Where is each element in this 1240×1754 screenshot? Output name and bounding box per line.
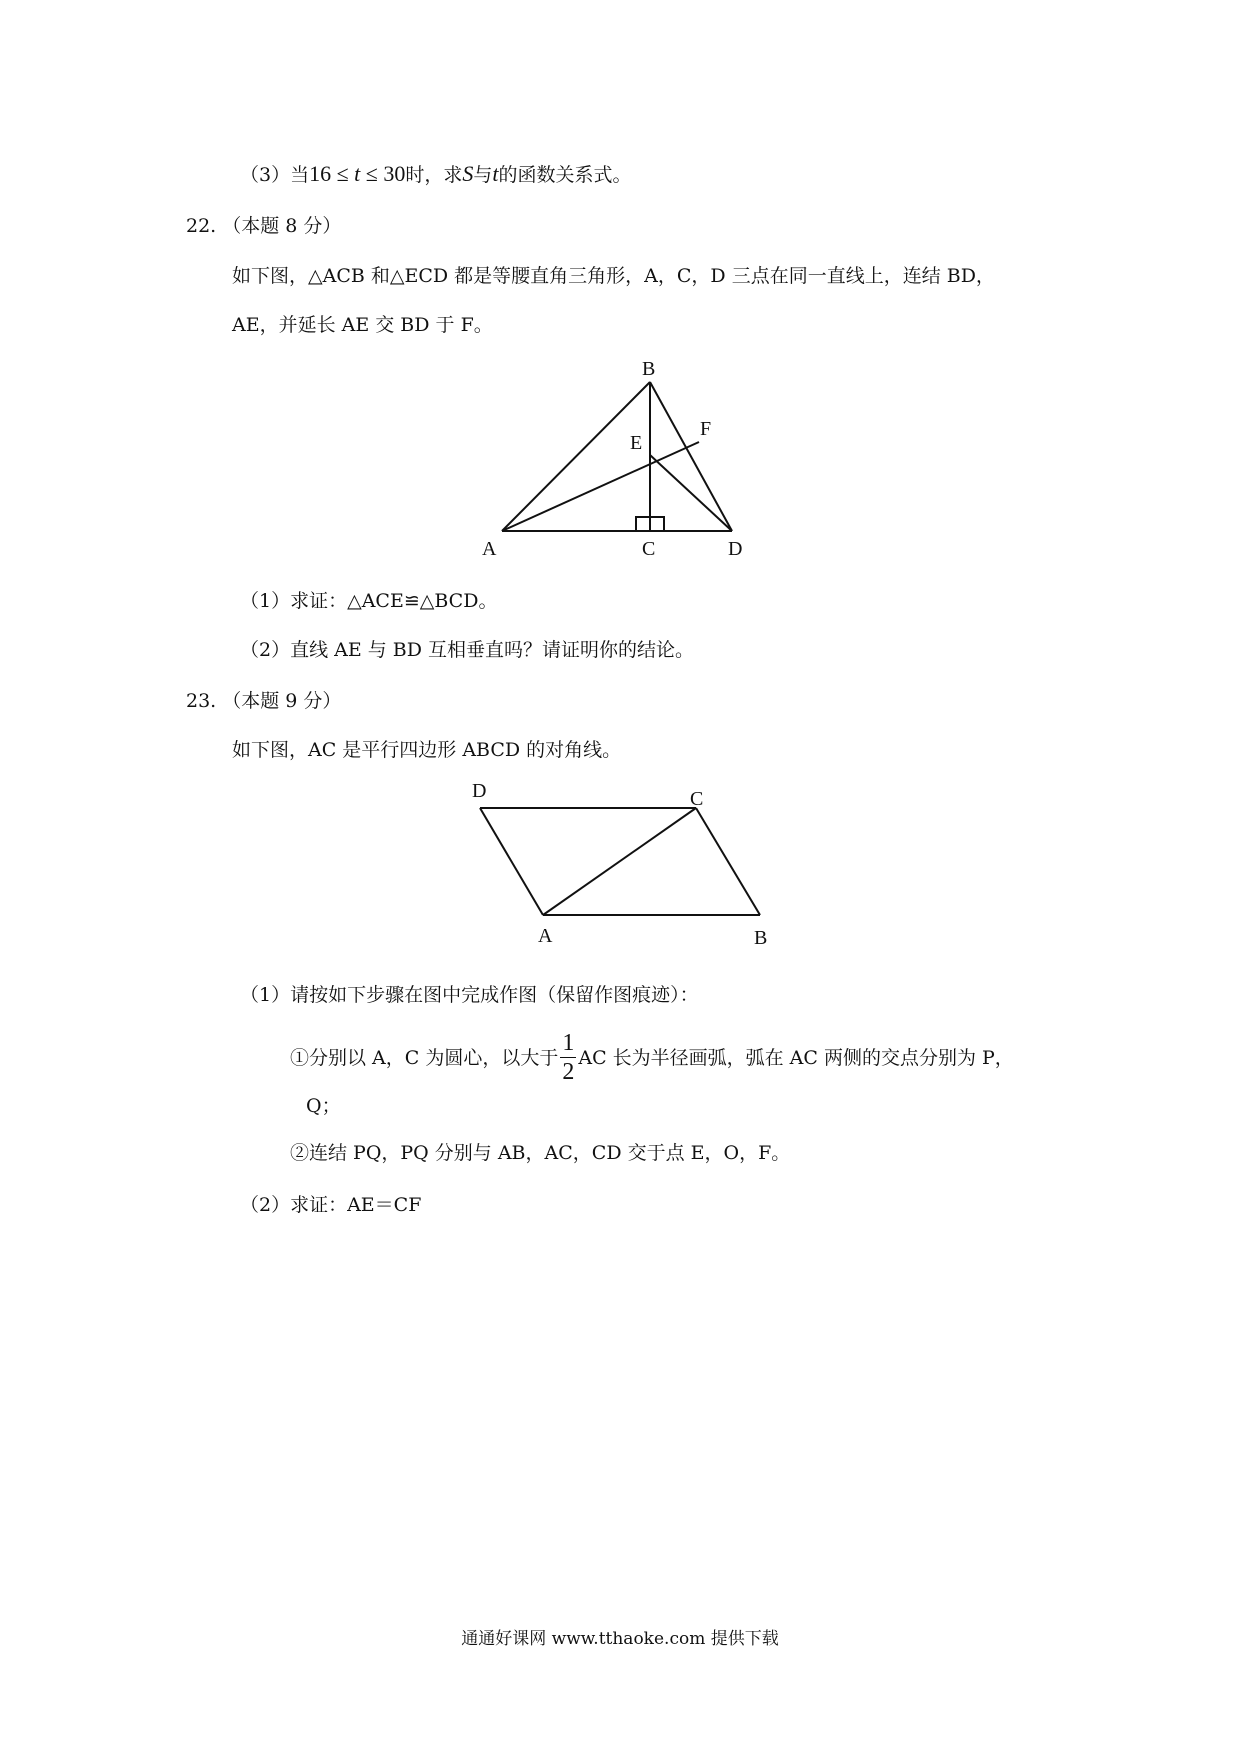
label-E: E [630,432,643,454]
q21-part3-prefix: （3）当 [240,164,310,186]
label-D: D [728,538,743,560]
segment-ED [650,455,732,531]
label-A: A [482,538,497,560]
ineq-lower: 16 [309,161,332,186]
segment-CB [696,808,760,915]
q23-header: 23. （本题 9 分） [186,690,342,712]
label-C: C [642,538,656,560]
ineq-upper: 30 [383,161,406,186]
q21-inequality [309,161,405,186]
segment-AF [502,442,699,531]
q23-step1-suffix: AC 长为半径画弧，弧在 AC 两侧的交点分别为 P， [578,1047,1014,1069]
ineq-var-t: t [354,161,361,186]
q21-part3-mid: 时，求 [405,164,463,186]
segment-AD [480,808,543,915]
ineq-leq-1: ≤ [336,161,349,186]
label-F: F [700,418,712,440]
label-B: B [642,358,656,380]
half-fraction [560,1029,576,1086]
segment-AB [502,382,650,531]
q21-var-t2: t [492,161,499,186]
q23-part2: （2）求证：AE＝CF [240,1194,422,1216]
q22-text-line1: 如下图，△ACB 和△ECD 都是等腰直角三角形，A，C，D 三点在同一直线上，连结 BD， [232,265,995,287]
q23-step2: ②连结 PQ，PQ 分别与 AB，AC，CD 交于点 E，O，F。 [290,1142,791,1164]
q21-part3 [240,161,632,188]
fraction-numerator: 1 [562,1029,575,1056]
q22-triangle-figure [470,355,770,560]
q23-step1 [290,1028,1014,1088]
q21-part3-suffix: 的函数关系式。 [498,164,632,186]
label-C: C [690,788,704,810]
q22-part1: （1）求证：△ACE≌△BCD。 [240,590,498,612]
q23-parallelogram-figure [460,775,780,955]
label-B: B [754,927,768,949]
q21-part3-with: 与 [473,164,493,186]
q22-text-line2: AE，并延长 AE 交 BD 于 F。 [232,314,493,336]
label-A: A [538,925,553,947]
q23-text-line1: 如下图，AC 是平行四边形 ABCD 的对角线。 [232,739,622,761]
ineq-leq-2: ≤ [365,161,378,186]
q23-part1: （1）请按如下步骤在图中完成作图（保留作图痕迹）： [240,984,699,1006]
diagonal-AC [543,808,696,915]
q23-step1-prefix: ①分别以 A，C 为圆心，以大于 [290,1047,559,1069]
segment-BD [650,382,732,531]
q23-step1-cont: Q； [306,1095,341,1117]
q22-header: 22. （本题 8 分） [186,215,342,237]
page-footer: 通通好课网 www.tthaoke.com 提供下载 [461,1629,779,1649]
fraction-denominator: 2 [562,1058,575,1085]
q21-var-s: S [462,161,474,186]
q22-part2: （2）直线 AE 与 BD 互相垂直吗？请证明你的结论。 [240,639,695,661]
label-D: D [472,780,487,802]
